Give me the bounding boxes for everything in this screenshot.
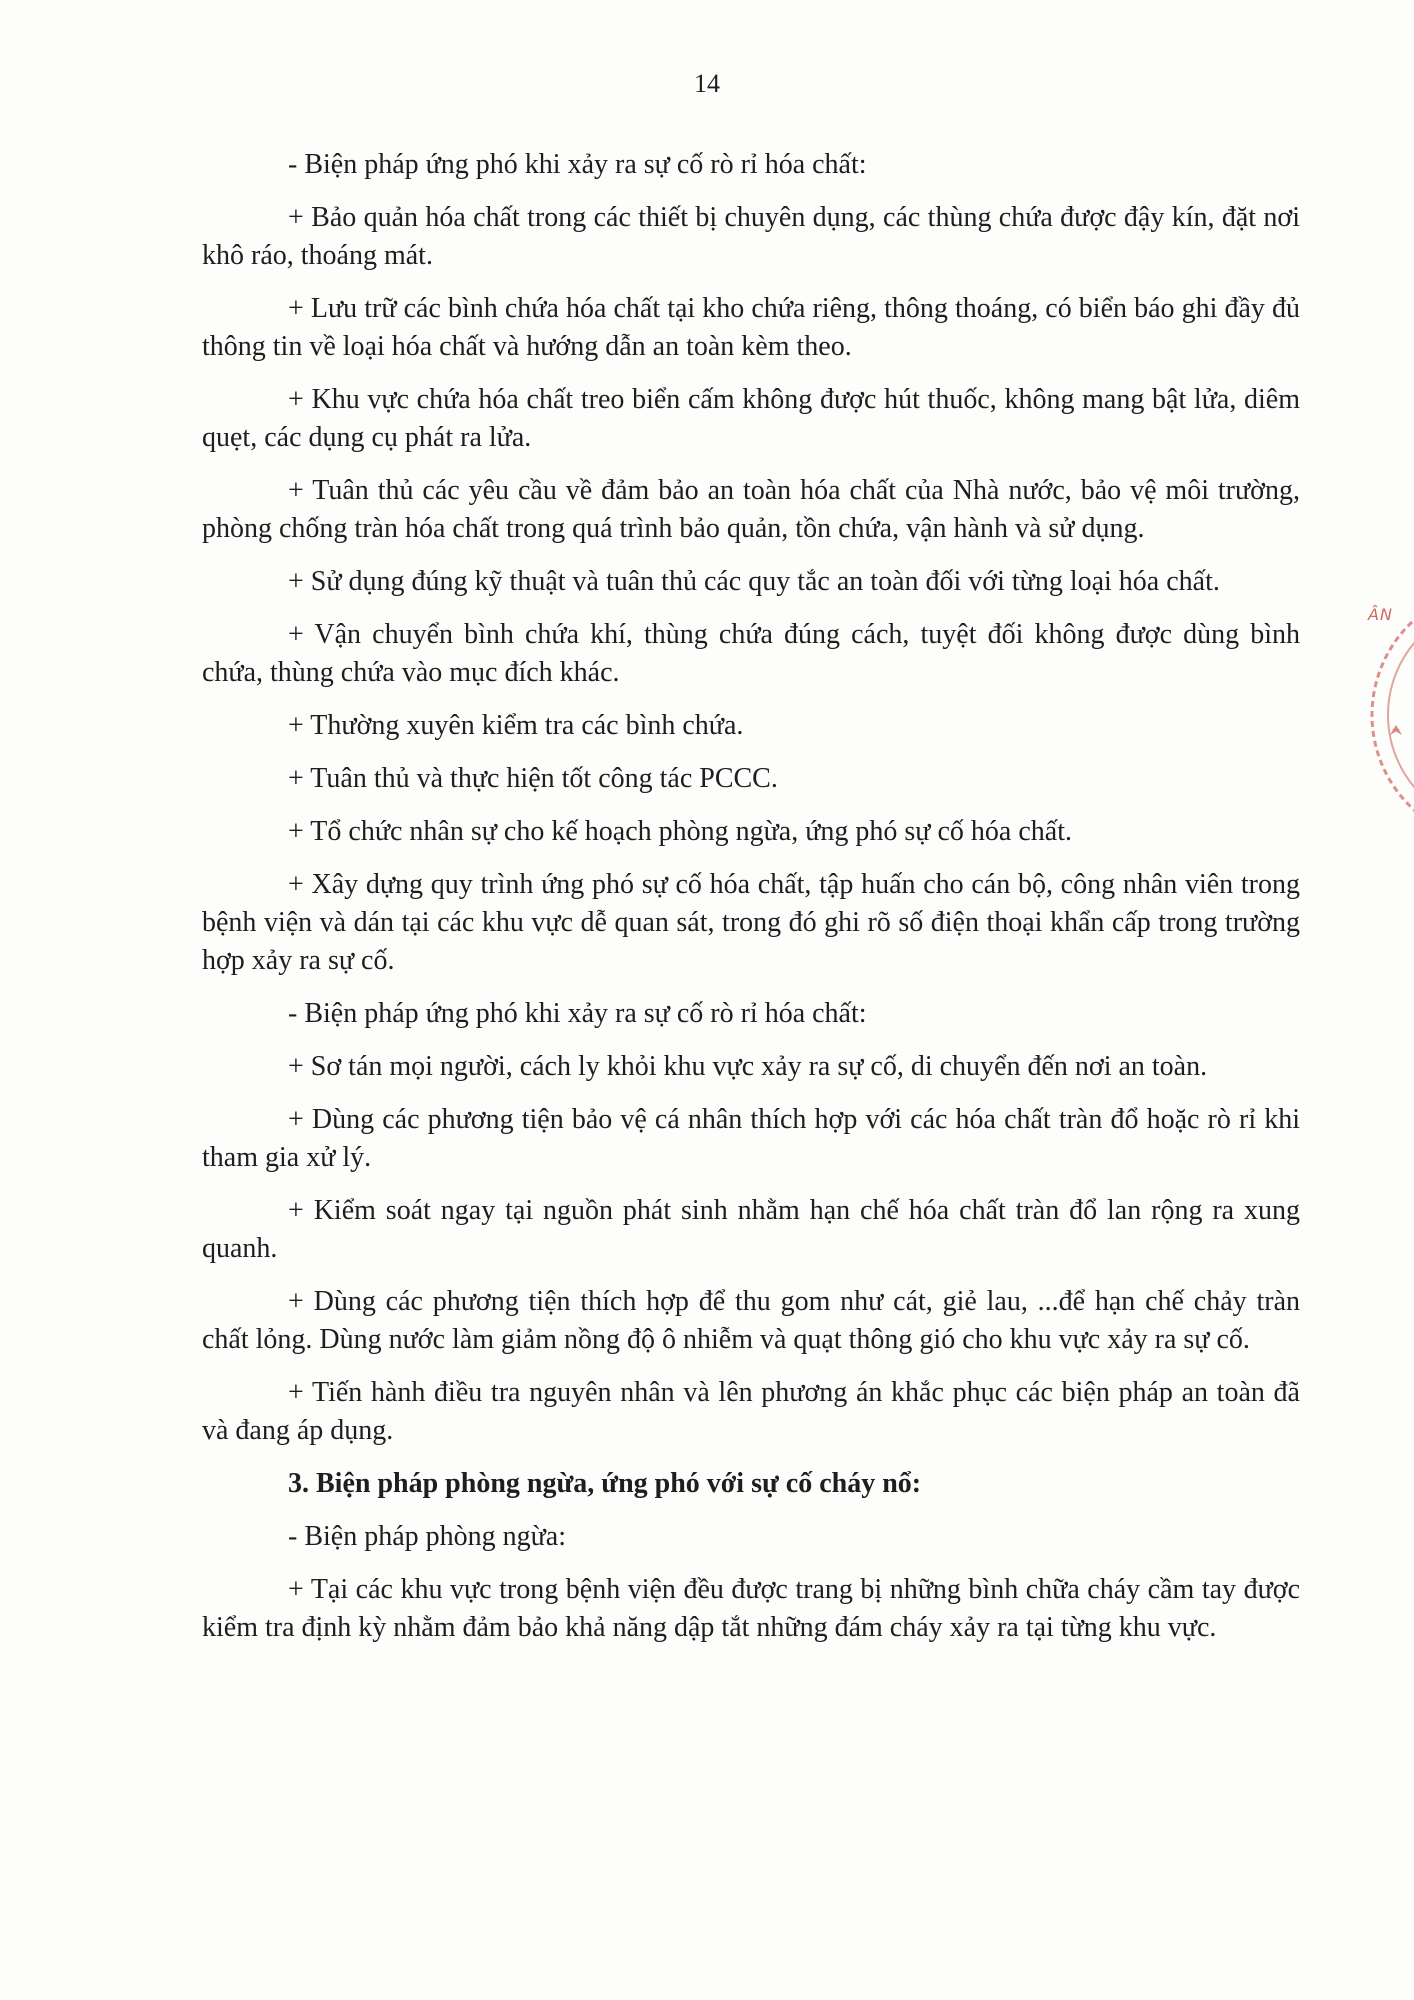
paragraph: - Biện pháp phòng ngừa: [288,1521,567,1552]
paragraph: + Tại các khu vực trong bệnh viện đều được trang bị những bình chữa cháy cầm tay được kiểm tra định kỳ nhằm đảm bảo khả năng dập tắt những đám cháy xảy ra tại từng khu vực. [202,1574,1300,1643]
paragraph: + Tuân thủ các yêu cầu về đảm bảo an toàn hóa chất của Nhà nước, bảo vệ môi trường, phòng chống tràn hóa chất trong quá trình bảo quản, tồn chứa, vận hành và sử dụng. [202,475,1300,544]
section-heading: 3. Biện pháp phòng ngừa, ứng phó với sự cố cháy nổ: [288,1468,922,1499]
paragraph: + Tuân thủ và thực hiện tốt công tác PCCC. [288,763,778,794]
paragraph: + Tổ chức nhân sự cho kế hoạch phòng ngừa, ứng phó sự cố hóa chất. [288,816,1072,847]
paragraph: - Biện pháp ứng phó khi xảy ra sự cố rò rỉ hóa chất: [288,998,867,1029]
paragraph: + Khu vực chứa hóa chất treo biển cấm không được hút thuốc, không mang bật lửa, diêm quẹt, các dụng cụ phát ra lửa. [202,384,1300,453]
stamp-seal-icon [1350,585,1414,845]
paragraph: + Kiểm soát ngay tại nguồn phát sinh nhằm hạn chế hóa chất tràn đổ lan rộng ra xung quanh. [202,1195,1300,1264]
paragraph: - Biện pháp ứng phó khi xảy ra sự cố rò rỉ hóa chất: [288,149,867,180]
paragraph: + Dùng các phương tiện thích hợp để thu gom như cát, giẻ lau, ...để hạn chế chảy tràn chất lỏng. Dùng nước làm giảm nồng độ ô nhiễm và quạt thông gió cho khu vực xảy ra sự cố. [202,1286,1300,1355]
red-stamp-fragment [1350,585,1414,845]
paragraph: + Sử dụng đúng kỹ thuật và tuân thủ các quy tắc an toàn đối với từng loại hóa chất. [288,566,1220,597]
document-body [202,146,1300,1662]
paragraph: + Vận chuyển bình chứa khí, thùng chứa đúng cách, tuyệt đối không được dùng bình chứa, thùng chứa vào mục đích khác. [202,619,1300,688]
paragraph: + Tiến hành điều tra nguyên nhân và lên phương án khắc phục các biện pháp an toàn đã và đang áp dụng. [202,1377,1300,1446]
paragraph: + Dùng các phương tiện bảo vệ cá nhân thích hợp với các hóa chất tràn đổ hoặc rò rỉ khi tham gia xử lý. [202,1104,1300,1173]
paragraph: + Lưu trữ các bình chứa hóa chất tại kho chứa riêng, thông thoáng, có biển báo ghi đầy đủ thông tin về loại hóa chất và hướng dẫn an toàn kèm theo. [202,293,1300,362]
page-number: 14 [694,69,720,98]
stamp-text: ÂN [1368,605,1393,624]
paragraph: + Thường xuyên kiểm tra các bình chứa. [288,710,744,741]
paragraph: + Xây dựng quy trình ứng phó sự cố hóa chất, tập huấn cho cán bộ, công nhân viên trong bệnh viện và dán tại các khu vực dễ quan sát, trong đó ghi rõ số điện thoại khẩn cấp trong trường hợp xảy ra sự cố. [202,869,1300,976]
paragraph: + Bảo quản hóa chất trong các thiết bị chuyên dụng, các thùng chứa được đậy kín, đặt nơi khô ráo, thoáng mát. [202,202,1300,271]
paragraph: + Sơ tán mọi người, cách ly khỏi khu vực xảy ra sự cố, di chuyển đến nơi an toàn. [288,1051,1208,1082]
